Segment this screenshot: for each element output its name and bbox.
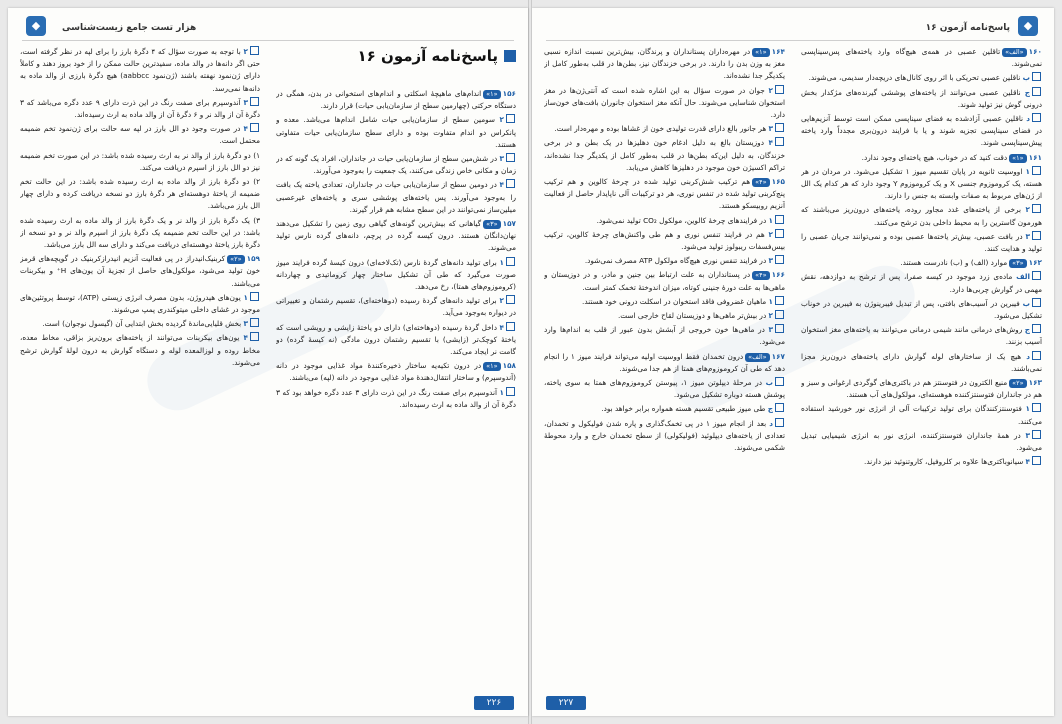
option-box-icon — [506, 179, 515, 188]
question-answer — [276, 360, 516, 384]
answer-option — [801, 72, 1042, 84]
option-label: ۴ — [243, 124, 248, 134]
answer-option — [544, 310, 785, 322]
answer-key-badge: «۳» — [1009, 259, 1026, 268]
answer-text: ناقلین عصبی تحریکی با اثر روی کانال‌های دریچه‌دار سدیمی، می‌شوند. — [808, 73, 1021, 83]
option-label: ج — [1024, 325, 1030, 335]
question-answer — [801, 152, 1042, 164]
answer-text: بعد از انجام میوز ۱ در پی تخمک‌گذاری و پاره شدن فولیکول و تخمدان، تعدادی از یاخته‌های دیپلوئید (فولیکولی) از سطح تخمدان خارج و وارد محوطهٔ شکمی می‌شوند. — [544, 418, 785, 453]
answer-option — [544, 215, 785, 227]
option-box-icon — [775, 418, 784, 427]
option-box-icon — [1032, 166, 1041, 175]
answer-text: در دومین سطح از سازمان‌یابی حیات در جانداران، تعدادی یاخته یک بافت را به‌وجود می‌آورند. پس یاخته‌های پوششی سری و یاخته‌های غیرعصبی میلین‌ساز نمی‌توانند در این سطح مشابه هم قرار گیرند. — [276, 180, 516, 214]
option-box-icon — [250, 97, 259, 106]
option-label: ۱ — [1025, 404, 1030, 414]
page-header — [22, 14, 514, 41]
option-label: ج — [767, 404, 773, 414]
answer-option — [544, 324, 785, 348]
answer-text: در پستانداران به علت ارتباط بین جنین و مادر، و در دوزیستان و ماهی‌ها به علت دورهٔ جنینی کوتاه، میزان اندوختهٔ تخمک کمتر است. — [544, 270, 785, 292]
option-box-icon — [775, 229, 784, 238]
question-number: ۱۵۹ — [246, 254, 260, 264]
question-answer — [801, 257, 1042, 269]
page-226 — [8, 8, 528, 716]
column-right — [801, 46, 1042, 690]
option-label: ب — [1022, 298, 1030, 308]
answer-text: داخل گردهٔ رسیده (دوهاخته‌ای) دارای دو یاختهٔ زایشی و رویشی است که یاختهٔ کوچک‌تر (زایشی) با تقسیم رشتمان درون مادگی (نه کیسهٔ گرده) دو گامت نر ایجاد می‌کند. — [276, 322, 516, 357]
answer-option — [544, 296, 785, 308]
option-label: ۴ — [243, 333, 248, 343]
option-label: ۲ — [768, 229, 773, 239]
answer-text: برای تولید دانه‌های گردهٔ رسیده (دوهاخته‌ای)، تقسیم رشتمان و تغییراتی در دیواره به‌وجود می‌آید. — [276, 296, 516, 318]
option-box-icon — [775, 377, 784, 386]
answer-text: برای تولید دانه‌های گردهٔ نارس (تک‌لاخه‌ای) درون کیسهٔ گرده فرایند میوز صورت می‌گیرد که طی آن تشکیل ساختار چهار کروماتیدی و چهاردانه (کروموزوم‌های همتا)، رخ می‌دهد. — [276, 257, 516, 292]
answer-text: موارد (الف) و (ب) نادرست هستند. — [900, 258, 1008, 268]
question-answer — [276, 218, 516, 255]
option-label: ۳ — [499, 154, 504, 164]
answer-option — [20, 123, 260, 147]
option-label: ۴ — [499, 322, 505, 332]
question-answer — [801, 377, 1042, 401]
answer-text: ناقلین عصبی می‌توانند از یاخته‌های پوششی گیرنده‌های مژکدار بخش درونی گوش نیز تولید شوند. — [801, 87, 1042, 109]
question-answer — [801, 46, 1042, 70]
answer-option — [544, 229, 785, 253]
page-number: ۲۲۷ — [546, 696, 586, 710]
answer-text: سومین سطح از سازمان‌یابی حیات شامل اندام‌ها می‌باشد. معده و پانکراس دو اندام متفاوت بوده و دارای سطح سازمان‌یابی حیات متفاوتی هستند. — [276, 115, 516, 149]
answer-text: یون‌های بیکربنات می‌توانند از یاخته‌های برون‌ریز بزاقی، مخاط معده، مخاط روده و لوزالمعده لوله و دستگاه گوارش به درون لولهٔ گوارش ترشح می‌شوند. — [20, 333, 260, 367]
answer-option — [276, 114, 516, 151]
answer-option — [801, 430, 1042, 454]
answer-text: درون تخمدان فقط اووسیت اولیه می‌تواند فرایند میوز ۱ را انجام دهد که طی آن کروموزوم‌های همتا از هم جدا می‌شوند. — [544, 351, 785, 373]
option-box-icon — [775, 310, 784, 319]
option-box-icon — [775, 255, 784, 264]
answer-text: در فرایندهای چرخهٔ کالوین، مولکول CO₂ تولید نمی‌شود. — [596, 215, 767, 225]
option-label: ۲ — [499, 115, 505, 125]
option-box-icon — [775, 296, 784, 305]
answer-option — [801, 298, 1042, 322]
option-label: ج — [1024, 87, 1030, 97]
question-number: ۱۶۷ — [771, 351, 785, 361]
answer-key-badge: «۴» — [752, 178, 769, 187]
question-number: ۱۵۸ — [502, 361, 516, 371]
option-label: د — [769, 418, 773, 428]
column-right-list — [276, 88, 516, 411]
answer-option — [801, 113, 1042, 150]
option-box-icon — [1032, 87, 1041, 96]
option-box-icon — [775, 137, 784, 146]
question-number: ۱۶۴ — [771, 47, 785, 56]
answer-text: طی میوز طبیعی تقسیم هسته همواره برابر خواهد بود. — [601, 404, 766, 414]
answer-option — [276, 322, 516, 359]
option-box-icon — [1032, 231, 1041, 240]
answer-text: در صورت وجود دو الل بارز در لپه سه حالت برای ژن‌نمود تخم ضمیمه محتمل است. — [20, 124, 260, 146]
option-box-icon — [1032, 72, 1041, 81]
option-box-icon — [775, 215, 784, 224]
answer-text: ناقلین عصبی آزادشده به فضای سیناپسی ممکن است توسط آنزیم‌هایی در فضای سیناپسی تجزیه شوند و یا با فرایند درون‌بری مجدداً وارد یاخته پیش‌سیناپسی شوند. — [801, 114, 1042, 148]
option-label: ۳ — [768, 124, 773, 134]
option-label: ۱ — [1025, 166, 1030, 176]
answer-option — [276, 257, 516, 294]
column-left — [20, 46, 260, 690]
answer-key-badge: «۳» — [483, 220, 500, 229]
answer-text: روش‌های درمانی مانند شیمی درمانی می‌توانند به یاخته‌های مغز استخوان آسیب بزنند. — [801, 325, 1042, 347]
answer-key-badge: «۲» — [1009, 379, 1026, 388]
answer-text: بخش قلیایی‌ماندهٔ گردیده بخش ابتدایی آن (گیسول نوجوان) است. — [42, 319, 242, 329]
option-box-icon — [775, 85, 784, 94]
option-box-icon — [1032, 204, 1041, 213]
answer-text: ۳) یک دگرهٔ بارز از والد نر و یک دگرهٔ بارز از والد ماده به ارث رسیده شده باشد: در این حالت تخم ضمیمه یک دگرهٔ بارز از اسپرم والد نر و دو نسخه از دگرهٔ بارز یاختهٔ دوهسته‌ای دریافت می‌کند و دارای سه الل بارز می‌باشد. — [20, 215, 260, 250]
answer-text: هم ترکیب شش‌کربنی تولید شده در چرخهٔ کالوین و هم ترکیب پنج‌کربنی تولید شده در تنفس نوری، هر دو ترکیبات آلی ناپایدار حاصل از فعالیت آنزیم روبیسکو هستند. — [544, 177, 785, 211]
header-title: هزار تست جامع زیست‌شناسی — [62, 23, 197, 33]
answer-option — [801, 231, 1042, 255]
question-answer — [544, 176, 785, 213]
option-label: ۲ — [768, 311, 773, 321]
option-label: ب — [1022, 73, 1030, 83]
option-box-icon — [250, 332, 259, 341]
question-number: ۱۵۷ — [502, 219, 516, 229]
answer-option — [20, 150, 260, 174]
answer-text: فیبرین در آسیب‌های بافتی، پس از تبدیل فیبرینوژن به فیبرین در خوناب تشکیل می‌شود. — [801, 298, 1042, 321]
answer-key-badge: «الف» — [745, 353, 769, 362]
answer-option — [20, 176, 260, 213]
answer-option — [801, 456, 1042, 468]
option-label: ۱ — [768, 215, 773, 225]
section-title-block — [276, 46, 516, 80]
question-number: ۱۶۰ — [1028, 47, 1042, 56]
option-box-icon — [506, 257, 515, 266]
option-label: ۳ — [1025, 430, 1030, 440]
answer-key-badge: «۱» — [1009, 154, 1026, 163]
answer-option — [544, 255, 785, 267]
answer-option — [544, 85, 785, 122]
section-title: پاسخ‌نامه آزمون ۱۶ — [276, 46, 516, 62]
answer-option — [544, 123, 785, 135]
answer-text: جوان در صورت سؤال به این اشاره شده است که آنتی‌ژن‌ها در مغز استخوان شناسایی می‌شوند. حال آنکه مغز استخوان جانوران بافت‌های خون‌ساز دارد. — [544, 85, 785, 120]
answer-text: دقت کنید که در خوناب، هیچ یاخته‌ای وجود ندارد. — [861, 152, 1008, 162]
option-box-icon — [506, 153, 515, 162]
answer-text: اووسیت ثانویه در پایان تقسیم میوز ۱ تشکیل می‌شود. در مردان در هر هسته، یک کروموزوم جنسی X و یک کروموزوم Y وجود دارد که هر کدام یک الل از ژن‌های مربوط به صفات وابسته به جنس را دارند. — [801, 166, 1042, 201]
question-number: ۱۶۲ — [1028, 258, 1042, 268]
option-box-icon — [775, 324, 784, 333]
page-227 — [532, 8, 1054, 716]
answer-text: آندوسپرم برای صفت رنگ در این ذرت دارای ۹ عدد دگره می‌باشد که ۳ دگرهٔ آن از والد نر و ۶ دگرهٔ آن از والد ماده به ارث رسیده‌اند. — [20, 97, 260, 120]
answer-option — [801, 87, 1042, 111]
answer-option — [20, 46, 260, 95]
answer-text: یون‌های هیدروژن، بدون مصرف انرژی زیستی (ATP)، توسط پروتئین‌های موجود در غشای داخلی میتوکندری پمپ می‌شوند. — [20, 292, 260, 315]
answer-text: در شش‌مین سطح از سازمان‌یابی حیات در جانداران، افراد یک گونه که در زمان و مکانی خاص زندگی می‌کنند، یک جمعیت را به‌وجود می‌آورند. — [276, 154, 516, 176]
option-label: ۴ — [499, 180, 504, 190]
answer-option — [801, 166, 1042, 203]
option-box-icon — [1032, 351, 1041, 360]
answer-text: هر جانور بالغ دارای قدرت تولیدی خون از غشاها بوده و مهره‌دار است. — [554, 124, 767, 134]
answer-columns — [20, 46, 516, 690]
answer-text: هم در فرایند تنفس نوری و هم طی واکنش‌های چرخهٔ کالوین، ترکیب بیس‌فسفات ریبولوز تولید می‌شود. — [544, 229, 785, 252]
option-label: ۳ — [243, 97, 248, 107]
answer-text: دوزیستان بالغ به دلیل ادغام خون دهلیزها در یک بطن و در برخی خزندگان، به دلیل این‌که بطن‌ها در قلب به‌طور کامل از یکدیگر جدا نشده‌اند، تراکم اکسیژن خون موجود در دهلیزها کاهش می‌یابد. — [544, 138, 785, 172]
answer-option — [801, 351, 1042, 375]
answer-key-badge: «۱» — [752, 48, 769, 57]
answer-text: در بیش‌تر ماهی‌ها و دوزیستان لقاح خارجی است. — [617, 311, 767, 321]
option-label: ۲ — [1025, 205, 1031, 215]
question-answer — [276, 88, 516, 112]
publisher-logo-icon: ◆ — [1018, 16, 1038, 36]
answer-text: گیاهانی که بیش‌ترین گونه‌های گیاهی روی زمین را تشکیل می‌دهند نهان‌دانگان هستند. درون کیسه گرده در پرچم، دانه‌های گرده نارس تولید می‌شوند. — [276, 219, 516, 253]
answer-option — [276, 179, 516, 216]
answer-option — [20, 332, 260, 369]
header-title: پاسخ‌نامه آزمون ۱۶ — [925, 23, 1010, 33]
answer-option — [544, 377, 785, 401]
option-label: ۲ — [499, 296, 504, 306]
question-number: ۱۶۳ — [1028, 378, 1042, 388]
option-label: ۱ — [768, 296, 773, 306]
answer-option — [544, 403, 785, 415]
option-label: د — [1026, 114, 1030, 124]
option-box-icon — [506, 114, 515, 123]
question-number: ۱۶۵ — [771, 177, 785, 187]
option-box-icon — [506, 295, 515, 304]
answer-text: برخی از یاخته‌های غدد مجاور روده، یاخته‌های درون‌ریز می‌باشند که هورمون گاسترین را به محیط داخلی بدن ترشح می‌کنند. — [801, 205, 1042, 227]
option-label: ۳ — [768, 256, 773, 266]
answer-text: هیچ یک از ساختارهای لوله گوارش دارای یاخته‌های درون‌ریز مجزا نمی‌باشند. — [801, 351, 1042, 373]
option-label: د — [1026, 351, 1030, 361]
answer-option — [276, 153, 516, 177]
page-number: ۲۲۶ — [474, 696, 514, 710]
answer-text: منیع الکترون در فتوسنتز هم در باکتری‌های گوگردی ارغوانی و سبز و هم در جانداران فتوسنتزکننده هوهسته‌ای، مولکول‌های آب هستند. — [801, 378, 1042, 400]
answer-option — [20, 215, 260, 252]
option-label: ۱ — [243, 292, 248, 302]
answer-option — [544, 137, 785, 174]
question-number: ۱۶۶ — [771, 270, 785, 280]
option-box-icon — [1032, 403, 1041, 412]
answer-key-badge: «۱» — [483, 90, 500, 99]
question-answer — [544, 46, 785, 83]
option-box-icon — [1032, 113, 1041, 122]
option-box-icon — [1032, 324, 1041, 333]
option-label: ۳ — [768, 325, 773, 335]
square-bullet-icon — [504, 50, 516, 62]
answer-text: اندام‌های ماهیچهٔ اسکلتی و اندام‌های استخوانی در بدن، همگی در دستگاه حرکتی (چهارمین سطح از سازمان‌یابی حیات) قرار دارند. — [276, 89, 516, 111]
answer-text: ۱) دو دگرهٔ بارز از والد نر به ارث رسیده شده باشد: در این صورت تخم ضمیمه نیز دو الل بارز از اسپرم دریافت می‌کند. — [20, 150, 260, 172]
answer-option — [20, 97, 260, 121]
option-box-icon — [506, 387, 515, 396]
answer-text: تاقلین عصبی در همه‌ی هیچ‌گاه وارد یاخته‌های پس‌سیناپسی نمی‌شوند. — [801, 47, 1042, 69]
answer-text: در مرحلهٔ دیپلوتن میوز ۱، پیوستن کروموزوم‌های همتا به سوی یاخته، پوشش هسته دوباره تشکیل می‌شود. — [544, 378, 785, 400]
answer-key-badge: «۲» — [227, 255, 244, 264]
option-box-icon — [1032, 456, 1041, 465]
book-spine — [528, 0, 532, 724]
answer-text: ۲) دو دگرهٔ بارز از والد ماده به ارث رسیده شده باشد: در این حالت تخم ضمیمه از یاختهٔ دوهسته‌ای هر دگرهٔ بارز دو نسخه دریافت کرده و دارای چهار الل بارز می‌باشد. — [20, 177, 260, 211]
answer-text: ماده‌ی زرد موجود در کیسه صفرا، پس از ترشح به دوازدهه، نقش مهمی در گوارش چربی‌ها دارد. — [801, 272, 1042, 294]
option-label: ب — [765, 378, 773, 388]
answer-option — [801, 204, 1042, 228]
answer-key-badge: «۱» — [483, 362, 500, 371]
answer-key-badge: «۴» — [752, 271, 769, 280]
option-label: ۳ — [243, 319, 248, 329]
answer-text: با توجه به صورت سؤال که ۴ دگرهٔ بارز را برای لپه در نظر گرفته است، حتی اگر دانه‌ها در والد ماده، سفیدترین حالت ممکن را از خود بروز دهند و کاملاً دارای ژن‌نمود نهفته باشند (ژن‌نمود aabbcc) هیچ دگرهٔ بارزی از والد ماده به دانه‌ها نمی‌رسد. — [20, 47, 260, 93]
page-header — [546, 14, 1040, 41]
option-label: ۳ — [1025, 231, 1030, 241]
option-box-icon — [250, 46, 259, 55]
question-number: ۱۵۶ — [502, 89, 516, 98]
answer-text: در همهٔ جانداران فتوسنتزکننده، انرژی نور به انرژی شیمیایی تبدیل می‌شود. — [801, 430, 1042, 453]
answer-text: در مهره‌داران پستانداران و پرندگان، بیش‌ترین نسبت اندازه نسبی مغز به وزن بدن را دارند. در برخی خزندگان نیز، بطن‌ها در قلب به‌طور کامل از یکدیگر جدا نشده‌اند. — [544, 47, 785, 81]
answer-key-badge: «الف» — [1002, 48, 1026, 57]
answer-text: سیانوباکتری‌ها علاوه بر کلروفیل، کاروتنوئید نیز دارند. — [864, 457, 1024, 467]
option-box-icon — [1032, 430, 1041, 439]
option-box-icon — [250, 123, 259, 132]
option-box-icon — [775, 123, 784, 132]
answer-text: در درون تکیه‌یه ساختار ذخیره‌کنندهٔ مواد غذایی موجود در دانه (آندوسپرم) و ساختار انتقال‌دهندهٔ مواد غذایی موجود در دانه (لپه) می‌باشند. — [276, 361, 516, 383]
answer-text: فتوسنتزکنندگان برای تولید ترکیبات آلی از انرژی نور خورشید استفاده می‌کنند. — [801, 404, 1042, 426]
column-left — [544, 46, 785, 690]
answer-option — [801, 324, 1042, 348]
answer-option — [544, 418, 785, 455]
option-label: ۱ — [499, 387, 504, 397]
answer-option — [801, 271, 1042, 295]
option-label: ۴ — [1025, 457, 1030, 467]
answer-option — [20, 318, 260, 330]
option-label: ۱ — [499, 257, 504, 267]
option-box-icon — [1032, 298, 1041, 307]
answer-columns — [544, 46, 1042, 690]
answer-text: آندوسپرم برای صفت رنگ در این ذرت دارای ۳ عدد دگره خواهد بود که ۳ دگرهٔ آن از والد ماده به ارث رسیده‌اند. — [276, 387, 516, 409]
option-label: ۲ — [768, 85, 773, 95]
question-answer — [544, 351, 785, 375]
option-box-icon — [506, 322, 515, 331]
answer-option — [276, 295, 516, 319]
answer-option — [276, 387, 516, 411]
answer-text: ماهیان غضروفی فاقد استخوان در اسکلت درونی خود هستند. — [582, 296, 767, 306]
option-label: ۴ — [768, 138, 773, 148]
option-label: ۲ — [243, 47, 249, 56]
option-box-icon — [250, 318, 259, 327]
question-answer — [20, 253, 260, 290]
question-answer — [544, 269, 785, 293]
answer-text: در فرایند تنفس نوری هیچ‌گاه مولکول ATP مصرف نمی‌شود. — [584, 256, 767, 266]
column-right — [276, 46, 516, 690]
option-box-icon — [250, 292, 259, 301]
option-box-icon — [1032, 271, 1041, 280]
option-box-icon — [775, 403, 784, 412]
answer-text: در ماهی‌ها خون خروجی از آبشش بدون عبور از قلب به اندام‌ها وارد می‌شود. — [544, 325, 785, 347]
answer-text: در بافت عصبی، بیش‌تر یاخته‌ها عصبی بوده و نمی‌توانند جریان عصبی را تولید و هدایت کنند. — [801, 231, 1042, 254]
answer-option — [20, 292, 260, 316]
answer-text: کربنیک‌انیدراز در پی فعالیت آنزیم انیدرازکربنیک در گویچه‌های قرمز خون تولید می‌شود، مولکول‌های حاصل از تجزیهٔ آن یون‌های H⁺ و بیکربنات می‌باشند. — [20, 254, 260, 288]
publisher-logo-icon: ◆ — [26, 16, 46, 36]
option-label: الف — [1016, 272, 1030, 282]
question-number: ۱۶۱ — [1028, 152, 1042, 162]
answer-option — [801, 403, 1042, 427]
